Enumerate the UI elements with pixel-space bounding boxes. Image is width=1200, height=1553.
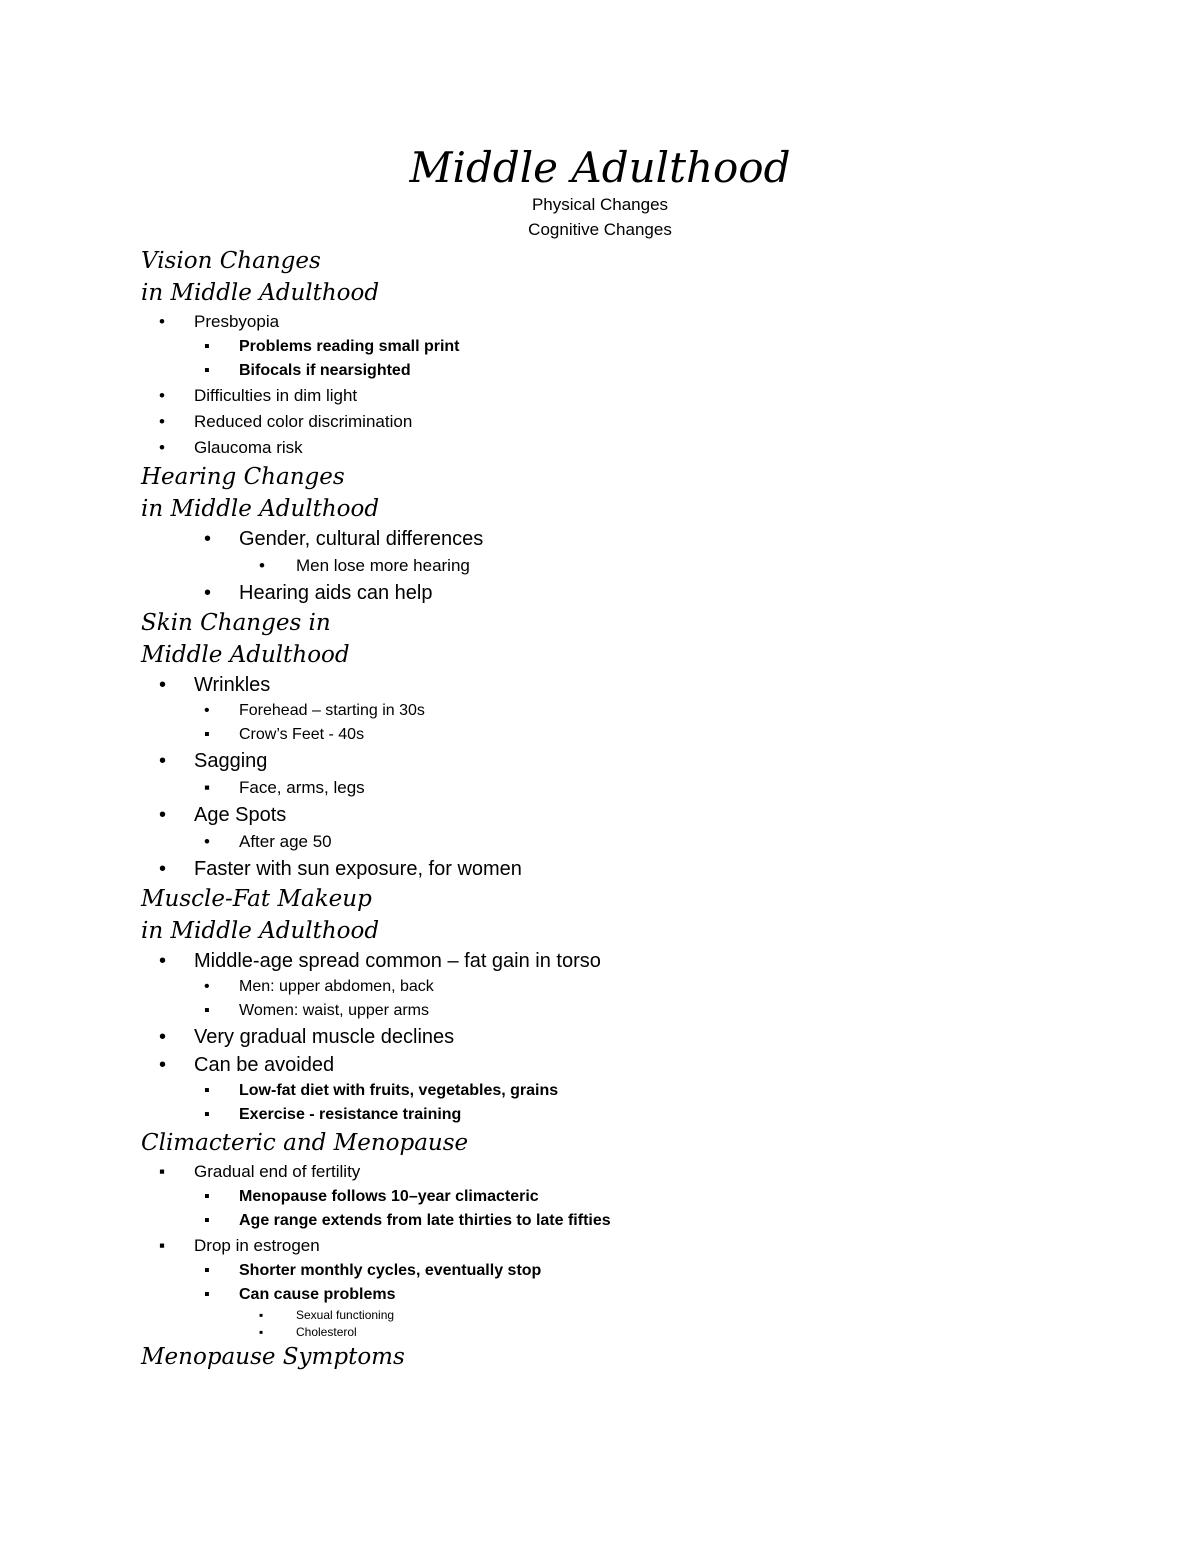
- list-item: • Can be avoided: [141, 1051, 1141, 1079]
- list-item: ▪ Drop in estrogen: [141, 1233, 1141, 1259]
- list-item: • Difficulties in dim light: [141, 383, 1141, 409]
- list-item: ▪ Bifocals if nearsighted: [141, 359, 1141, 383]
- section-heading-climacteric: Climacteric and Menopause: [141, 1130, 469, 1156]
- list-item: • Gender, cultural differences: [141, 525, 1141, 553]
- list-item: ▪ Sexual functioning: [141, 1307, 1141, 1324]
- list-item: • Hearing aids can help: [141, 579, 1141, 607]
- list-item: • Presbyopia: [141, 309, 1141, 335]
- list-item: ▪ Crow’s Feet - 40s: [141, 723, 1141, 747]
- list-item: • Wrinkles: [141, 671, 1141, 699]
- list-item: ▪ Women: waist, upper arms: [141, 999, 1141, 1023]
- list-item: • Men: upper abdomen, back: [141, 975, 1141, 999]
- page-title: Middle Adulthood: [409, 143, 791, 192]
- section-heading-skin-sub: Middle Adulthood: [141, 642, 350, 668]
- list-item: ▪ Age range extends from late thirties to late fifties: [141, 1209, 1141, 1233]
- list-item: • Very gradual muscle declines: [141, 1023, 1141, 1051]
- section-heading-muscle-fat-sub: in Middle Adulthood: [141, 918, 380, 944]
- list-item: • Men lose more hearing: [141, 553, 1141, 579]
- list-item: • Forehead – starting in 30s: [141, 699, 1141, 723]
- list-item: • Faster with sun exposure, for women: [141, 855, 1141, 883]
- list-item: ▪ Exercise - resistance training: [141, 1103, 1141, 1127]
- outline-content: [141, 245, 1141, 1373]
- list-item: ▪ Menopause follows 10–year climacteric: [141, 1185, 1141, 1209]
- list-item: ▪ Face, arms, legs: [141, 775, 1141, 801]
- section-heading-hearing: Hearing Changes: [141, 464, 345, 490]
- list-item: ▪ Can cause problems: [141, 1283, 1141, 1307]
- list-item: • After age 50: [141, 829, 1141, 855]
- list-item: ▪ Low-fat diet with fruits, vegetables, grains: [141, 1079, 1141, 1103]
- list-item: • Sagging: [141, 747, 1141, 775]
- list-item: • Middle-age spread common – fat gain in torso: [141, 947, 1141, 975]
- subtitle-physical-changes: Physical Changes: [531, 195, 669, 214]
- list-item: ▪ Gradual end of fertility: [141, 1159, 1141, 1185]
- section-heading-hearing-sub: in Middle Adulthood: [141, 496, 380, 522]
- list-item: ▪ Problems reading small print: [141, 335, 1141, 359]
- list-item: ▪ Cholesterol: [141, 1324, 1141, 1341]
- list-item: ▪ Shorter monthly cycles, eventually stop: [141, 1259, 1141, 1283]
- section-heading-skin: Skin Changes in: [141, 610, 331, 636]
- subtitle-cognitive-changes: Cognitive Changes: [528, 220, 672, 239]
- section-heading-muscle-fat: Muscle-Fat Makeup: [141, 886, 372, 912]
- section-heading-vision: Vision Changes: [141, 248, 321, 274]
- section-heading-vision-sub: in Middle Adulthood: [141, 280, 380, 306]
- list-item: • Age Spots: [141, 801, 1141, 829]
- section-heading-menopause-symptoms: Menopause Symptoms: [141, 1344, 405, 1370]
- list-item: • Glaucoma risk: [141, 435, 1141, 461]
- list-item: • Reduced color discrimination: [141, 409, 1141, 435]
